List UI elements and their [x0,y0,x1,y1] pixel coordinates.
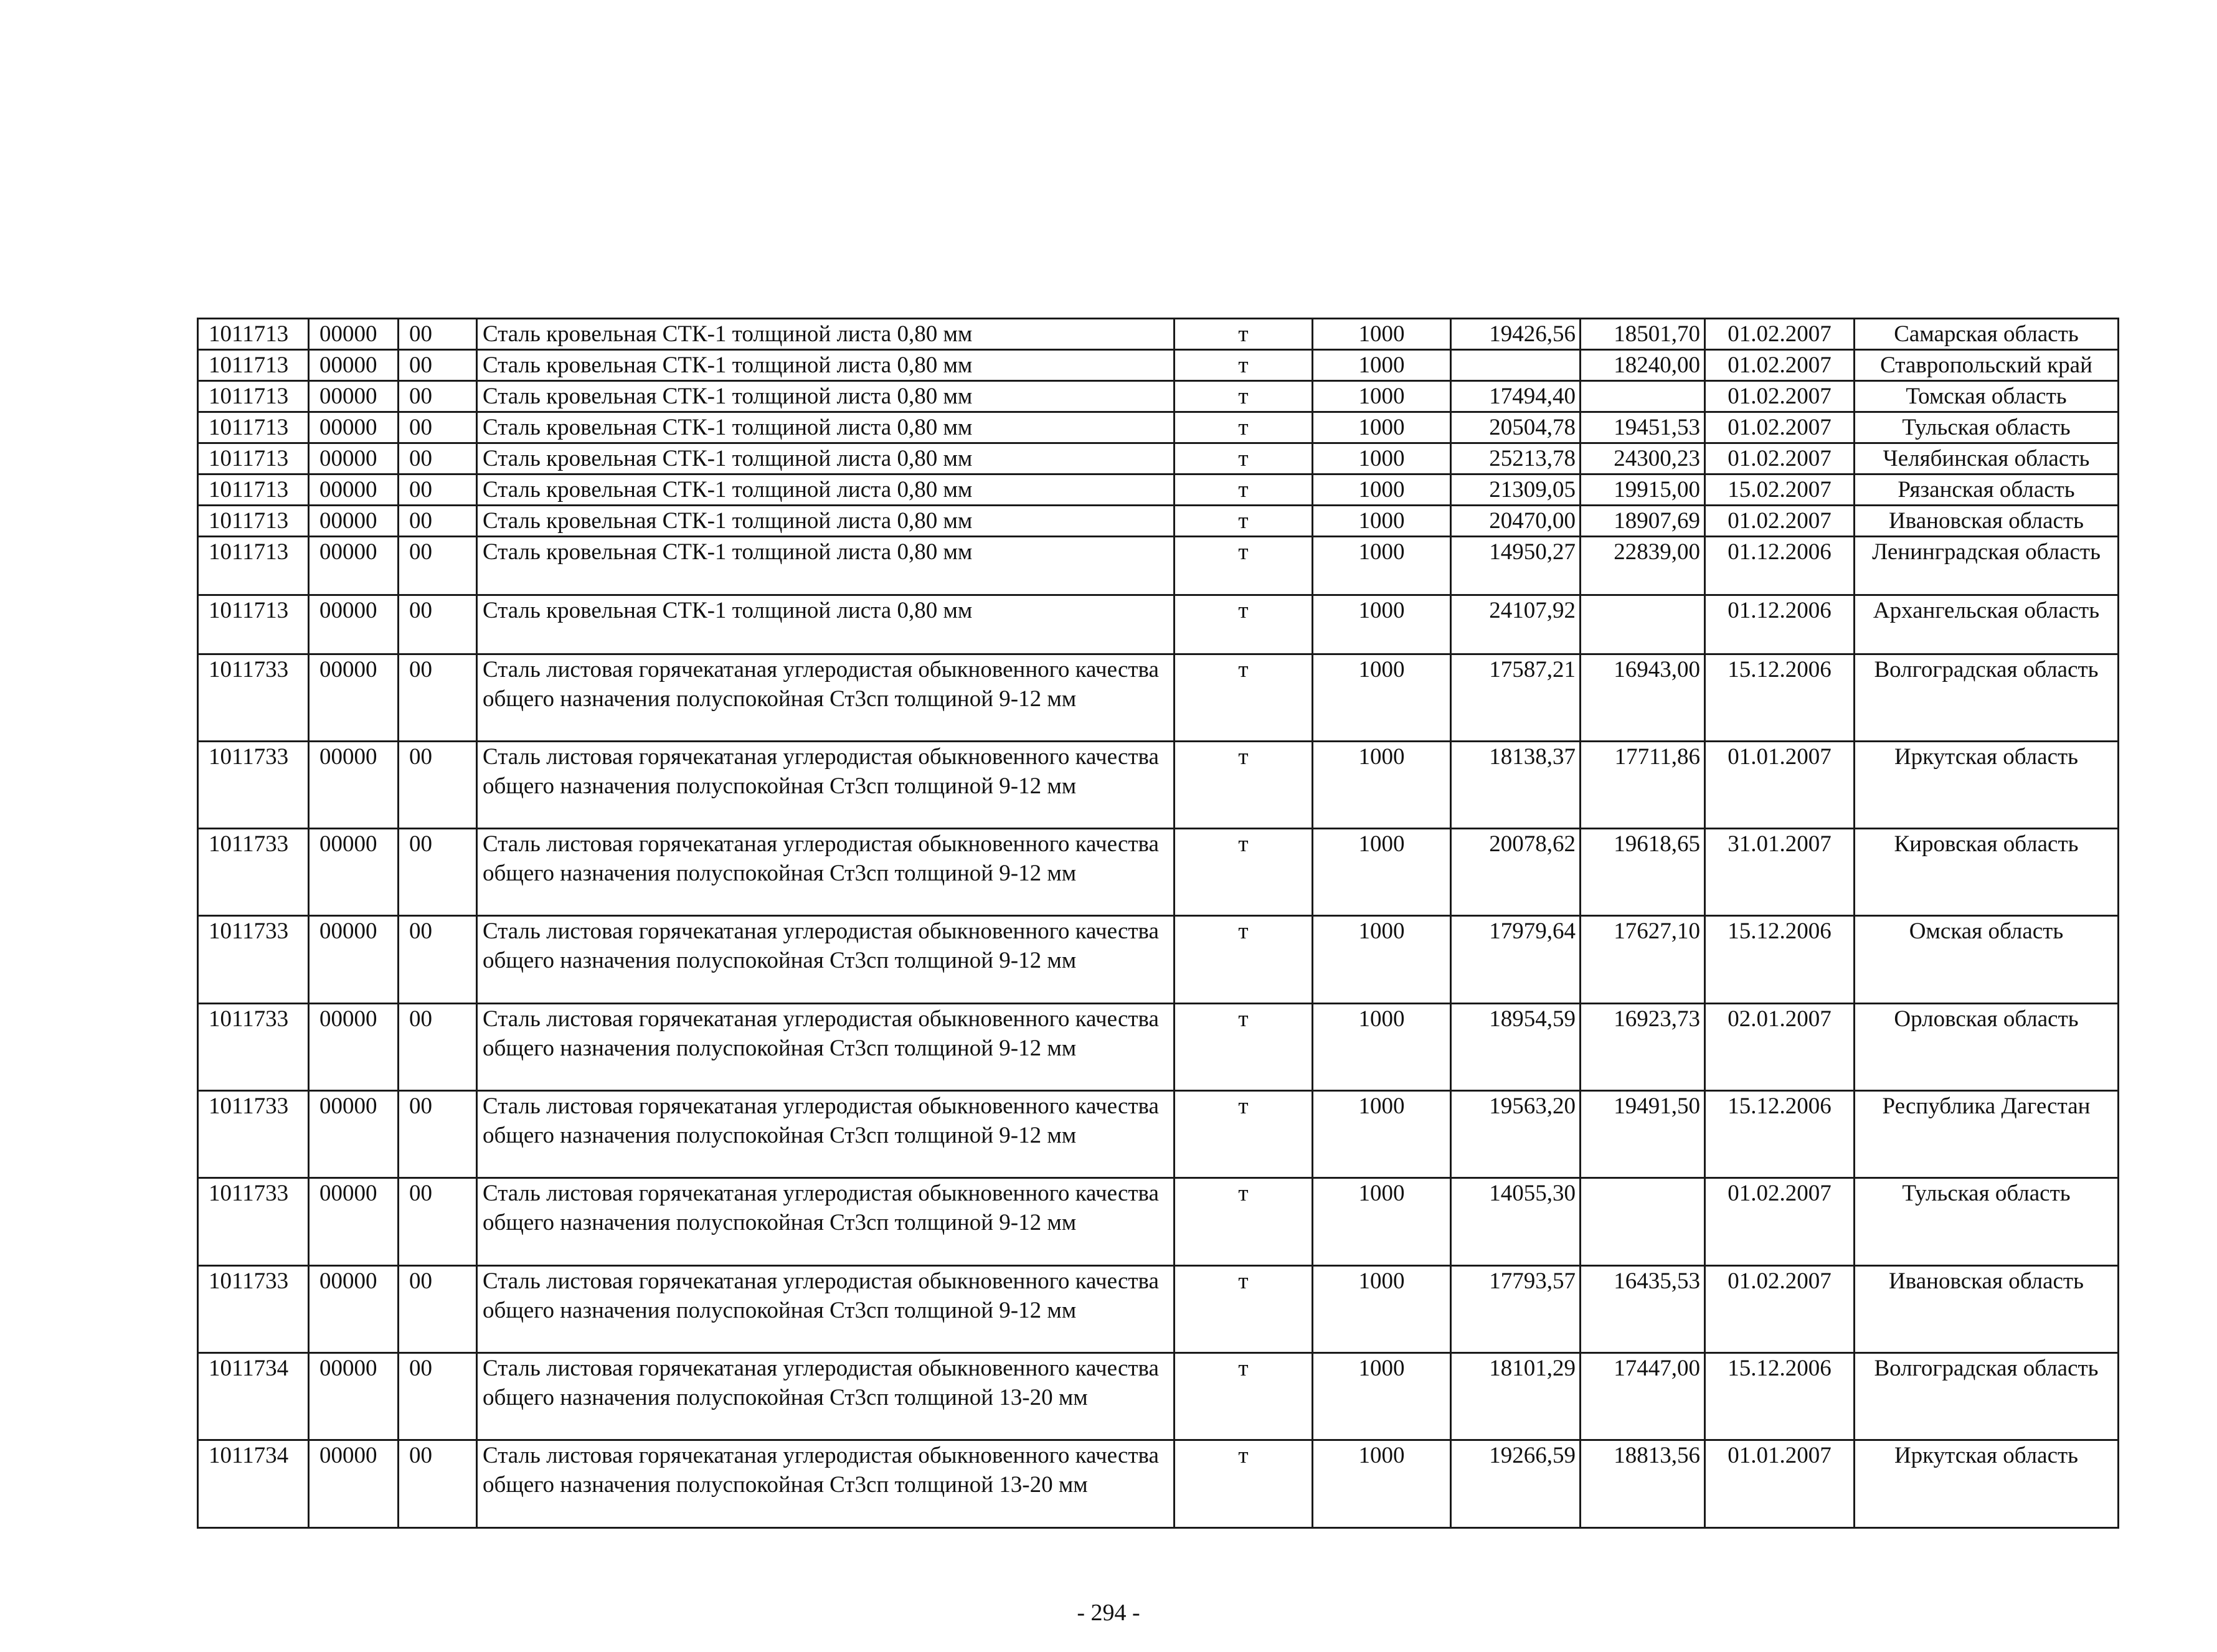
region-cell: Тульская область [1855,1178,2119,1265]
price-1-cell: 21309,05 [1451,474,1581,506]
date-cell: 01.02.2007 [1705,319,1855,350]
price-1-cell: 17979,64 [1451,916,1581,1003]
suffix-code-cell: 00 [399,1440,477,1527]
date-cell: 15.12.2006 [1705,1352,1855,1440]
sub-code-cell: 00000 [309,319,399,350]
sub-code-cell: 00000 [309,537,399,595]
price-2-cell: 17711,86 [1581,741,1705,828]
price-1-cell: 25213,78 [1451,443,1581,474]
date-cell: 01.12.2006 [1705,595,1855,654]
unit-cell: т [1175,381,1313,412]
suffix-code-cell: 00 [399,506,477,537]
price-1-cell: 20470,00 [1451,506,1581,537]
unit-cell: т [1175,654,1313,741]
price-2-cell: 22839,00 [1581,537,1705,595]
suffix-code-cell: 00 [399,1352,477,1440]
price-1-cell: 18954,59 [1451,1003,1581,1090]
quantity-cell: 1000 [1313,1178,1451,1265]
suffix-code-cell: 00 [399,654,477,741]
table-row [198,1265,2119,1352]
unit-cell: т [1175,1440,1313,1527]
region-cell: Ленинградская область [1855,537,2119,595]
suffix-code-cell: 00 [399,1265,477,1352]
date-cell: 01.02.2007 [1705,350,1855,381]
quantity-cell: 1000 [1313,916,1451,1003]
table-row [198,829,2119,916]
date-cell: 15.12.2006 [1705,916,1855,1003]
unit-cell: т [1175,412,1313,443]
quantity-cell: 1000 [1313,1003,1451,1090]
table-body [198,319,2119,1528]
sub-code-cell: 00000 [309,350,399,381]
price-1-cell [1451,350,1581,381]
price-2-cell [1581,595,1705,654]
quantity-cell: 1000 [1313,654,1451,741]
product-name-cell: Сталь кровельная СТК-1 толщиной листа 0,80 мм [477,350,1175,381]
table-row [198,443,2119,474]
price-2-cell: 18907,69 [1581,506,1705,537]
quantity-cell: 1000 [1313,350,1451,381]
product-name-cell: Сталь кровельная СТК-1 толщиной листа 0,80 мм [477,537,1175,595]
price-1-cell: 18101,29 [1451,1352,1581,1440]
date-cell: 01.02.2007 [1705,1265,1855,1352]
table-row [198,1352,2119,1440]
date-cell: 02.01.2007 [1705,1003,1855,1090]
okp-code-cell: 1011713 [198,595,309,654]
okp-code-cell: 1011713 [198,350,309,381]
suffix-code-cell: 00 [399,829,477,916]
price-2-cell: 19618,65 [1581,829,1705,916]
date-cell: 01.01.2007 [1705,1440,1855,1527]
price-2-cell: 16435,53 [1581,1265,1705,1352]
region-cell: Орловская область [1855,1003,2119,1090]
quantity-cell: 1000 [1313,1091,1451,1178]
product-name-cell: Сталь кровельная СТК-1 толщиной листа 0,80 мм [477,412,1175,443]
table-row [198,537,2119,595]
sub-code-cell: 00000 [309,1265,399,1352]
price-2-cell: 19451,53 [1581,412,1705,443]
price-2-cell: 19915,00 [1581,474,1705,506]
date-cell: 01.12.2006 [1705,537,1855,595]
quantity-cell: 1000 [1313,1265,1451,1352]
region-cell: Самарская область [1855,319,2119,350]
region-cell: Тульская область [1855,412,2119,443]
unit-cell: т [1175,506,1313,537]
date-cell: 01.01.2007 [1705,741,1855,828]
unit-cell: т [1175,319,1313,350]
region-cell: Архангельская область [1855,595,2119,654]
unit-cell: т [1175,1352,1313,1440]
price-1-cell: 17587,21 [1451,654,1581,741]
quantity-cell: 1000 [1313,412,1451,443]
unit-cell: т [1175,537,1313,595]
region-cell: Омская область [1855,916,2119,1003]
date-cell: 15.02.2007 [1705,474,1855,506]
okp-code-cell: 1011734 [198,1352,309,1440]
table-row [198,1440,2119,1527]
okp-code-cell: 1011713 [198,537,309,595]
suffix-code-cell: 00 [399,412,477,443]
price-1-cell: 14950,27 [1451,537,1581,595]
page-number: - 294 - [1077,1600,1140,1626]
region-cell: Иркутская область [1855,741,2119,828]
quantity-cell: 1000 [1313,319,1451,350]
quantity-cell: 1000 [1313,537,1451,595]
product-name-cell: Сталь листовая горячекатаная углеродистая обыкновенного качества общего назначения полуспокойная Ст3сп толщиной 9-12 мм [477,1178,1175,1265]
product-name-cell: Сталь листовая горячекатаная углеродистая обыкновенного качества общего назначения полуспокойная Ст3сп толщиной 9-12 мм [477,1091,1175,1178]
sub-code-cell: 00000 [309,654,399,741]
product-name-cell: Сталь листовая горячекатаная углеродистая обыкновенного качества общего назначения полуспокойная Ст3сп толщиной 13-20 мм [477,1440,1175,1527]
okp-code-cell: 1011734 [198,1440,309,1527]
region-cell: Рязанская область [1855,474,2119,506]
unit-cell: т [1175,595,1313,654]
price-2-cell: 19491,50 [1581,1091,1705,1178]
date-cell: 01.02.2007 [1705,443,1855,474]
region-cell: Волгоградская область [1855,654,2119,741]
product-name-cell: Сталь листовая горячекатаная углеродистая обыкновенного качества общего назначения полуспокойная Ст3сп толщиной 13-20 мм [477,1352,1175,1440]
date-cell: 01.02.2007 [1705,1178,1855,1265]
region-cell: Ивановская область [1855,1265,2119,1352]
product-name-cell: Сталь листовая горячекатаная углеродистая обыкновенного качества общего назначения полуспокойная Ст3сп толщиной 9-12 мм [477,1003,1175,1090]
product-name-cell: Сталь листовая горячекатаная углеродистая обыкновенного качества общего назначения полуспокойная Ст3сп толщиной 9-12 мм [477,829,1175,916]
quantity-cell: 1000 [1313,1440,1451,1527]
okp-code-cell: 1011713 [198,319,309,350]
region-cell: Кировская область [1855,829,2119,916]
price-1-cell: 19563,20 [1451,1091,1581,1178]
date-cell: 01.02.2007 [1705,412,1855,443]
region-cell: Челябинская область [1855,443,2119,474]
unit-cell: т [1175,1091,1313,1178]
date-cell: 15.12.2006 [1705,1091,1855,1178]
table-row [198,412,2119,443]
price-2-cell: 17447,00 [1581,1352,1705,1440]
sub-code-cell: 00000 [309,443,399,474]
suffix-code-cell: 00 [399,381,477,412]
sub-code-cell: 00000 [309,829,399,916]
unit-cell: т [1175,474,1313,506]
price-1-cell: 20078,62 [1451,829,1581,916]
product-name-cell: Сталь листовая горячекатаная углеродистая обыкновенного качества общего назначения полуспокойная Ст3сп толщиной 9-12 мм [477,1265,1175,1352]
okp-code-cell: 1011733 [198,916,309,1003]
price-2-cell: 16923,73 [1581,1003,1705,1090]
unit-cell: т [1175,1003,1313,1090]
unit-cell: т [1175,916,1313,1003]
okp-code-cell: 1011733 [198,829,309,916]
unit-cell: т [1175,741,1313,828]
quantity-cell: 1000 [1313,595,1451,654]
quantity-cell: 1000 [1313,506,1451,537]
price-2-cell: 18240,00 [1581,350,1705,381]
suffix-code-cell: 00 [399,1003,477,1090]
product-name-cell: Сталь кровельная СТК-1 толщиной листа 0,80 мм [477,506,1175,537]
table-row [198,595,2119,654]
okp-code-cell: 1011733 [198,741,309,828]
table-row [198,506,2119,537]
okp-code-cell: 1011733 [198,1178,309,1265]
suffix-code-cell: 00 [399,350,477,381]
price-1-cell: 24107,92 [1451,595,1581,654]
sub-code-cell: 00000 [309,1091,399,1178]
okp-code-cell: 1011713 [198,506,309,537]
price-1-cell: 14055,30 [1451,1178,1581,1265]
product-name-cell: Сталь листовая горячекатаная углеродистая обыкновенного качества общего назначения полуспокойная Ст3сп толщиной 9-12 мм [477,654,1175,741]
product-name-cell: Сталь листовая горячекатаная углеродистая обыкновенного качества общего назначения полуспокойная Ст3сп толщиной 9-12 мм [477,916,1175,1003]
product-name-cell: Сталь кровельная СТК-1 толщиной листа 0,80 мм [477,474,1175,506]
price-1-cell: 17793,57 [1451,1265,1581,1352]
region-cell: Волгоградская область [1855,1352,2119,1440]
price-table [197,318,2119,1529]
price-2-cell: 17627,10 [1581,916,1705,1003]
product-name-cell: Сталь кровельная СТК-1 толщиной листа 0,80 мм [477,595,1175,654]
date-cell: 01.02.2007 [1705,381,1855,412]
quantity-cell: 1000 [1313,474,1451,506]
sub-code-cell: 00000 [309,506,399,537]
suffix-code-cell: 00 [399,474,477,506]
table-row [198,381,2119,412]
sub-code-cell: 00000 [309,595,399,654]
quantity-cell: 1000 [1313,829,1451,916]
okp-code-cell: 1011713 [198,412,309,443]
okp-code-cell: 1011733 [198,1091,309,1178]
table-row [198,741,2119,828]
table-row [198,654,2119,741]
suffix-code-cell: 00 [399,537,477,595]
okp-code-cell: 1011733 [198,1265,309,1352]
suffix-code-cell: 00 [399,1178,477,1265]
quantity-cell: 1000 [1313,381,1451,412]
unit-cell: т [1175,1265,1313,1352]
okp-code-cell: 1011713 [198,381,309,412]
price-2-cell: 16943,00 [1581,654,1705,741]
region-cell: Республика Дагестан [1855,1091,2119,1178]
price-1-cell: 18138,37 [1451,741,1581,828]
price-2-cell: 24300,23 [1581,443,1705,474]
date-cell: 15.12.2006 [1705,654,1855,741]
okp-code-cell: 1011713 [198,474,309,506]
region-cell: Томская область [1855,381,2119,412]
table-row [198,1091,2119,1178]
quantity-cell: 1000 [1313,1352,1451,1440]
unit-cell: т [1175,829,1313,916]
sub-code-cell: 00000 [309,474,399,506]
region-cell: Ивановская область [1855,506,2119,537]
table-row [198,1178,2119,1265]
price-1-cell: 19266,59 [1451,1440,1581,1527]
table-row [198,319,2119,350]
unit-cell: т [1175,1178,1313,1265]
unit-cell: т [1175,350,1313,381]
suffix-code-cell: 00 [399,443,477,474]
sub-code-cell: 00000 [309,916,399,1003]
quantity-cell: 1000 [1313,741,1451,828]
price-2-cell [1581,381,1705,412]
price-1-cell: 19426,56 [1451,319,1581,350]
sub-code-cell: 00000 [309,412,399,443]
suffix-code-cell: 00 [399,319,477,350]
sub-code-cell: 00000 [309,741,399,828]
price-2-cell: 18813,56 [1581,1440,1705,1527]
price-2-cell: 18501,70 [1581,319,1705,350]
price-2-cell [1581,1178,1705,1265]
product-name-cell: Сталь кровельная СТК-1 толщиной листа 0,80 мм [477,319,1175,350]
price-1-cell: 17494,40 [1451,381,1581,412]
unit-cell: т [1175,443,1313,474]
sub-code-cell: 00000 [309,381,399,412]
okp-code-cell: 1011733 [198,1003,309,1090]
sub-code-cell: 00000 [309,1440,399,1527]
date-cell: 01.02.2007 [1705,506,1855,537]
sub-code-cell: 00000 [309,1352,399,1440]
table-row [198,474,2119,506]
region-cell: Ставропольский край [1855,350,2119,381]
sub-code-cell: 00000 [309,1178,399,1265]
date-cell: 31.01.2007 [1705,829,1855,916]
okp-code-cell: 1011733 [198,654,309,741]
region-cell: Иркутская область [1855,1440,2119,1527]
price-1-cell: 20504,78 [1451,412,1581,443]
table-row [198,350,2119,381]
suffix-code-cell: 00 [399,741,477,828]
suffix-code-cell: 00 [399,595,477,654]
product-name-cell: Сталь кровельная СТК-1 толщиной листа 0,80 мм [477,381,1175,412]
sub-code-cell: 00000 [309,1003,399,1090]
product-name-cell: Сталь листовая горячекатаная углеродистая обыкновенного качества общего назначения полуспокойная Ст3сп толщиной 9-12 мм [477,741,1175,828]
quantity-cell: 1000 [1313,443,1451,474]
suffix-code-cell: 00 [399,1091,477,1178]
okp-code-cell: 1011713 [198,443,309,474]
product-name-cell: Сталь кровельная СТК-1 толщиной листа 0,80 мм [477,443,1175,474]
suffix-code-cell: 00 [399,916,477,1003]
table-row [198,1003,2119,1090]
table-row [198,916,2119,1003]
